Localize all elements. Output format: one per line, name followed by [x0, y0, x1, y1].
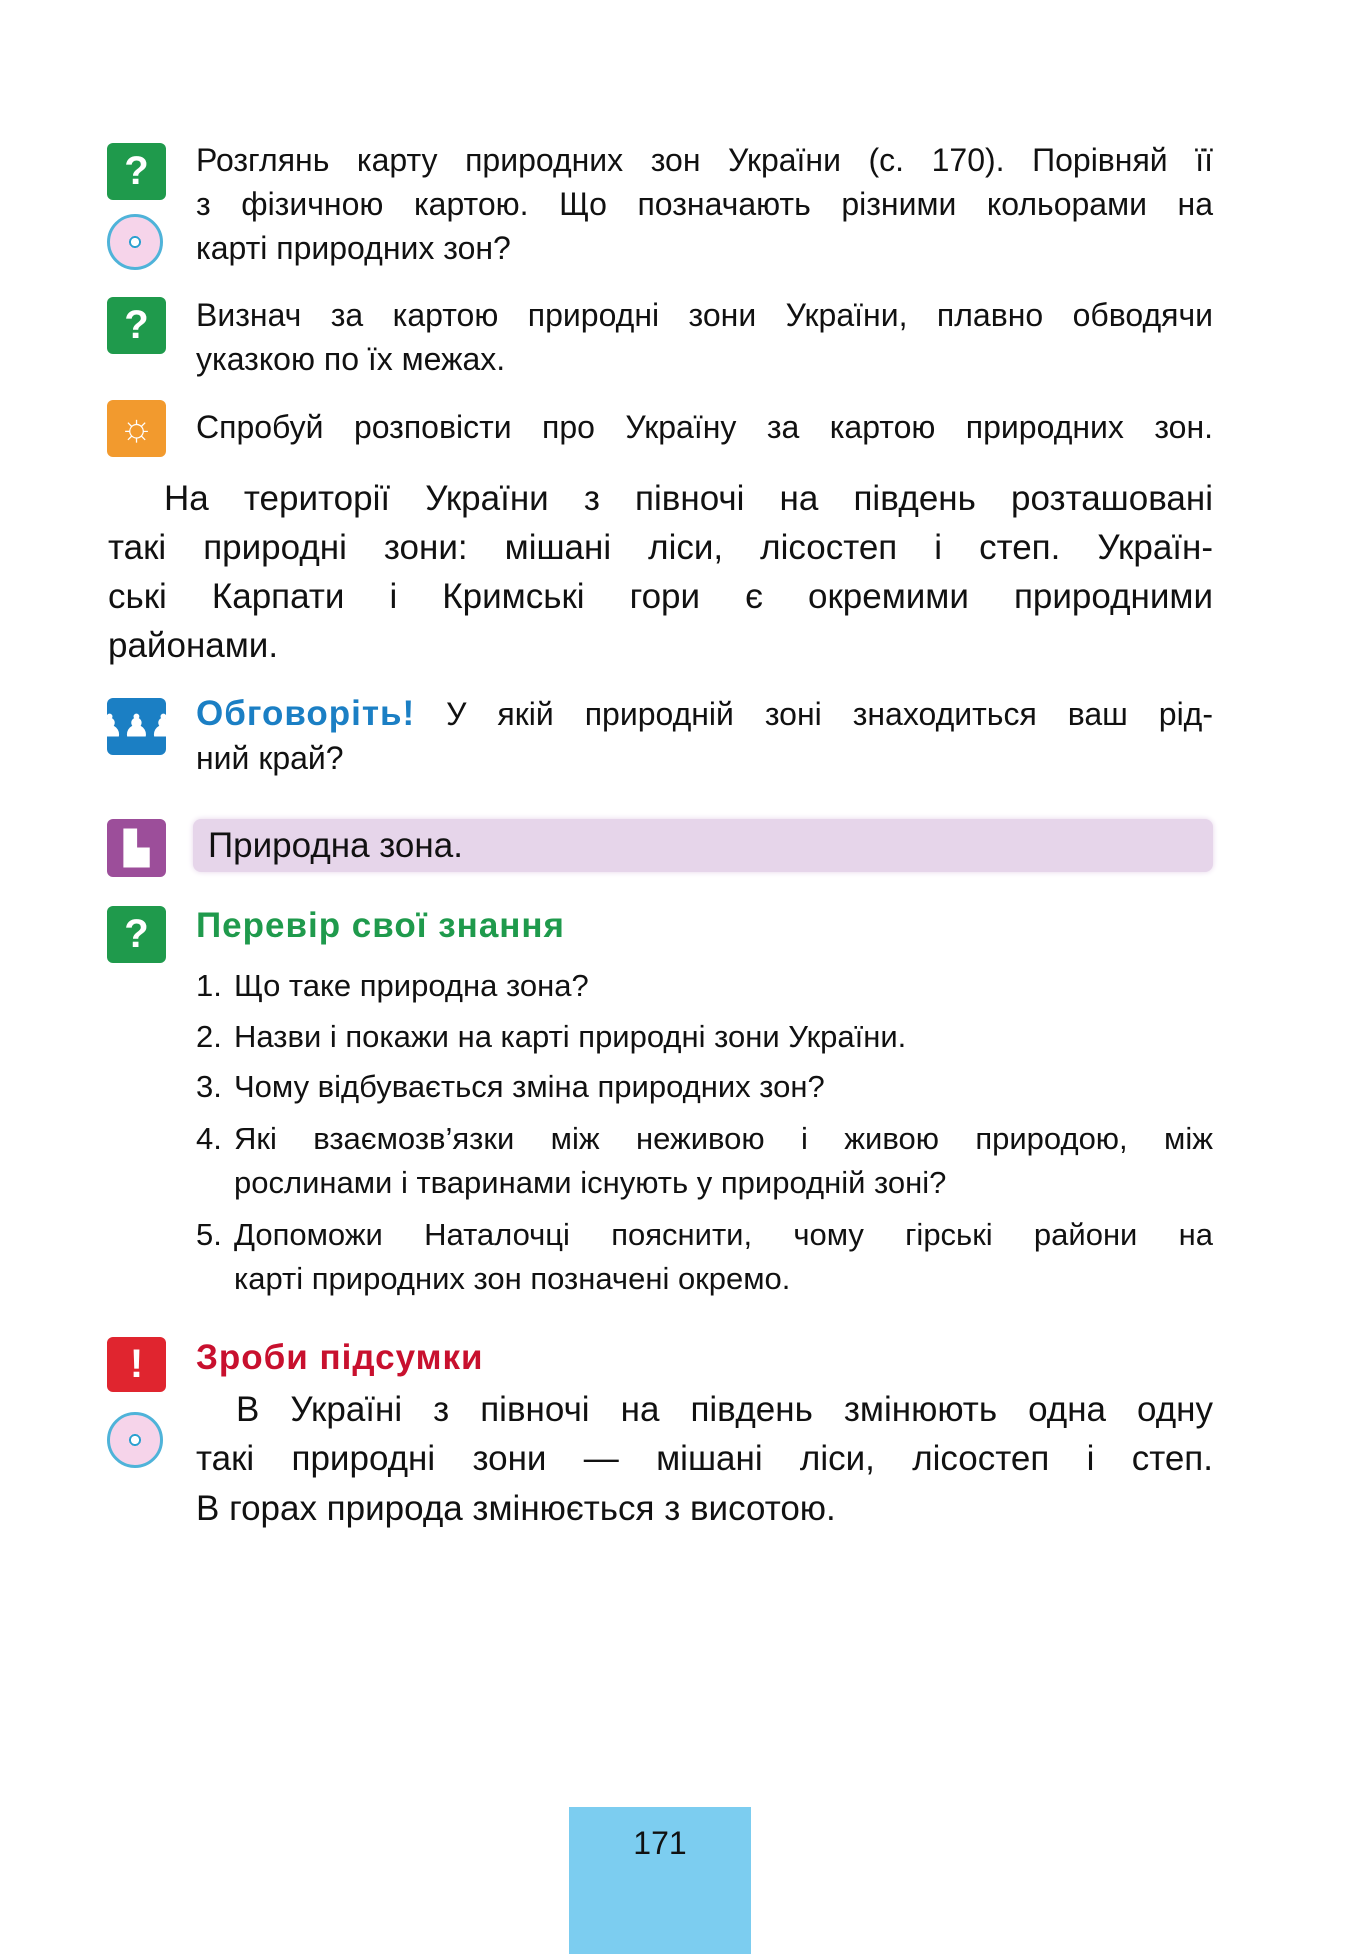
- summary-line: В Україні з півночі на південь змінюють одна одну: [236, 1390, 1213, 1429]
- summary-title: Зроби підсумки: [196, 1338, 484, 1377]
- term-box: [193, 819, 1213, 872]
- discuss-text: ний край?: [196, 740, 344, 776]
- list-item: Чому відбувається зміна природних зон?: [234, 1069, 825, 1104]
- discuss-title: Обговоріть!: [196, 694, 416, 733]
- page-number-box: [569, 1807, 751, 1954]
- paragraph-line: ські Карпати і Кримські гори є окремими природними: [108, 577, 1213, 616]
- disc-icon: [107, 214, 163, 270]
- paragraph-line: На території України з півночі на південь розташовані: [164, 479, 1213, 518]
- list-item: карті природних зон позначені окремо.: [234, 1261, 791, 1296]
- list-number: 3.: [196, 1069, 222, 1104]
- book-icon: ▙: [107, 819, 166, 877]
- task-text: карті природних зон?: [196, 230, 511, 266]
- summary-line: такі природні зони — мішані ліси, лісостеп і степ.: [196, 1439, 1213, 1478]
- discuss-text: У якій природній зоні знаходиться ваш рід-: [446, 696, 1214, 732]
- task-text: Розглянь карту природних зон України (с. 170). Порівняй її: [196, 142, 1213, 178]
- question-icon: ?: [107, 297, 166, 354]
- list-item: Що таке природна зона?: [234, 968, 589, 1003]
- page-number: 171: [633, 1825, 687, 1861]
- paragraph-line: районами.: [108, 626, 279, 665]
- list-number: 2.: [196, 1019, 222, 1054]
- question-icon: ?: [107, 906, 166, 963]
- list-item: рослинами і тваринами існують у природній зоні?: [234, 1165, 947, 1200]
- check-title: Перевір свої знання: [196, 906, 565, 945]
- term-text: Природна зона.: [208, 826, 463, 865]
- task-text: Визнач за картою природні зони України, плавно обводячи: [196, 297, 1213, 333]
- disc-icon: [107, 1412, 163, 1468]
- sun-icon: ☼: [107, 400, 166, 457]
- paragraph-line: такі природні зони: мішані ліси, лісостеп і степ. Україн-: [108, 528, 1213, 567]
- people-icon: ♟♟♟: [107, 698, 166, 755]
- summary-line: В горах природа змінюється з висотою.: [196, 1489, 836, 1528]
- list-number: 4.: [196, 1121, 222, 1156]
- task-text: Спробуй розповісти про Україну за картою природних зон.: [196, 409, 1213, 445]
- exclamation-icon: !: [107, 1337, 166, 1392]
- list-item: Допоможи Наталочці пояснити, чому гірські райони на: [234, 1217, 1213, 1252]
- task-text: указкою по їх межах.: [196, 341, 506, 377]
- list-number: 1.: [196, 968, 222, 1003]
- list-item: Які взаємозв’язки між неживою і живою природою, між: [234, 1121, 1213, 1156]
- task-text: з фізичною картою. Що позначають різними кольорами на: [196, 186, 1213, 222]
- list-number: 5.: [196, 1217, 222, 1252]
- list-item: Назви і покажи на карті природні зони України.: [234, 1019, 907, 1054]
- question-icon: ?: [107, 143, 166, 200]
